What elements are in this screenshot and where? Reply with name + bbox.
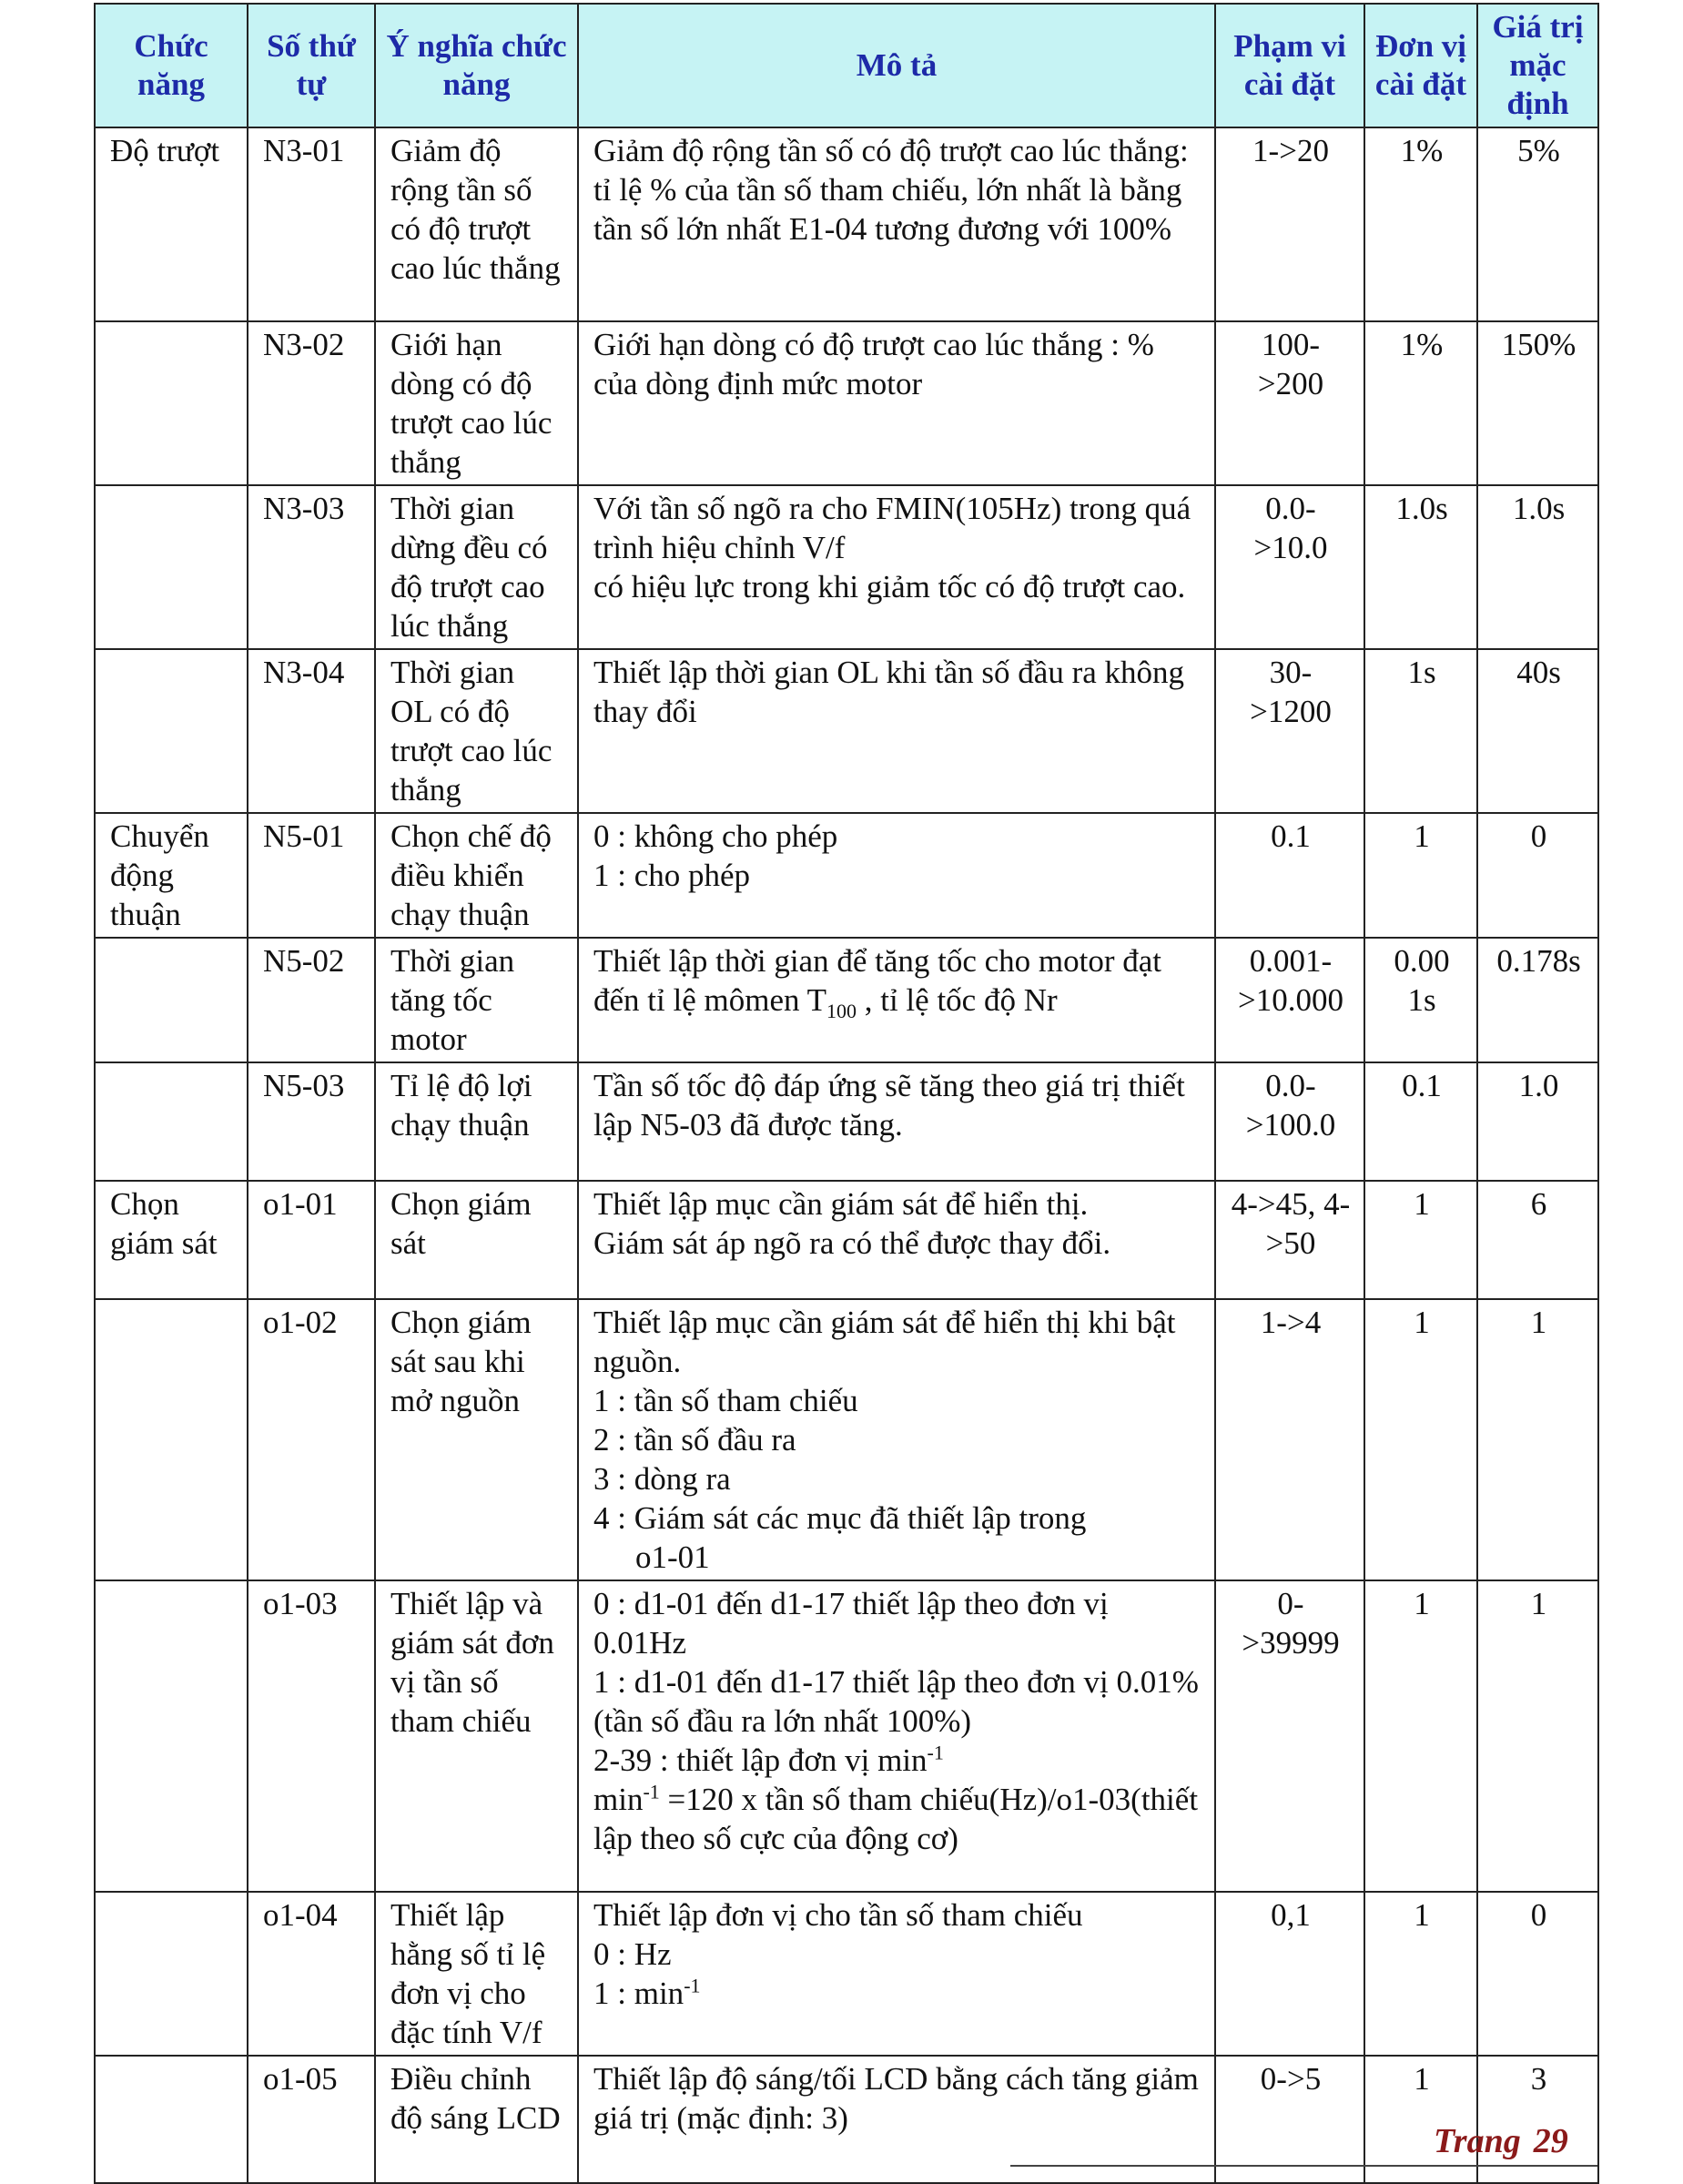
header-number: Số thứ tự (248, 4, 375, 127)
desc-line: o1-01 (635, 1539, 710, 1575)
param-range: 0,1 (1215, 1892, 1364, 2056)
desc-line: có hiệu lực trong khi giảm tốc có độ trượt cao. (593, 569, 1186, 604)
param-number: o1-01 (248, 1181, 375, 1299)
param-default: 0 (1477, 1892, 1598, 2056)
param-description (578, 813, 1215, 938)
table-row (95, 813, 1598, 938)
param-default: 150% (1477, 321, 1598, 485)
table-row (95, 1299, 1598, 1580)
group-spacer (95, 1299, 248, 1580)
desc-text: =120 x tần số tham chiếu(Hz)/o1-03(thiết lập theo số cực của động cơ) (593, 1782, 1199, 1856)
param-number: o1-02 (248, 1299, 375, 1580)
param-meaning: Thiết lập hằng số tỉ lệ đơn vị cho đặc tính V/f (375, 1892, 578, 2056)
desc-line (593, 1741, 1201, 1780)
desc-line: Giới hạn dòng có độ trượt cao lúc thắng : % của dòng định mức motor (593, 327, 1154, 401)
param-meaning: Chọn giám sát sau khi mở nguồn (375, 1299, 578, 1580)
param-description (578, 1299, 1215, 1580)
param-meaning: Chọn giám sát (375, 1181, 578, 1299)
param-description (578, 485, 1215, 649)
desc-text: 2-39 : thiết lập đơn vị min (593, 1742, 928, 1778)
param-description (578, 321, 1215, 485)
footer-divider (1010, 2165, 1597, 2167)
param-default: 1 (1477, 1580, 1598, 1892)
param-number: N3-03 (248, 485, 375, 649)
param-description (578, 649, 1215, 813)
group-spacer (95, 2056, 248, 2183)
param-unit: 1s (1364, 649, 1477, 813)
group-spacer (95, 938, 248, 1062)
desc-line: Với tần số ngõ ra cho FMIN(105Hz) trong quá trình hiệu chỉnh V/f (593, 491, 1191, 565)
table-row (95, 1580, 1598, 1892)
param-unit: 1 (1364, 1299, 1477, 1580)
param-unit: 0.00 1s (1364, 938, 1477, 1062)
param-meaning: Giới hạn dòng có độ trượt cao lúc thắng (375, 321, 578, 485)
desc-line: Thiết lập độ sáng/tối LCD bằng cách tăng giảm giá trị (mặc định: 3) (593, 2061, 1199, 2136)
param-meaning: Chọn chế độ điều khiển chạy thuận (375, 813, 578, 938)
param-description (578, 1892, 1215, 2056)
table-row (95, 127, 1598, 321)
param-range: 0->39999 (1215, 1580, 1364, 1892)
param-default: 6 (1477, 1181, 1598, 1299)
desc-line: 3 : dòng ra (593, 1461, 731, 1497)
group-label-forward: Chuyển động thuận (95, 813, 248, 938)
table-row (95, 485, 1598, 649)
table-row (95, 321, 1598, 485)
param-range: 1->4 (1215, 1299, 1364, 1580)
desc-line: 0 : Hz (593, 1936, 672, 1972)
page-footer (1434, 2121, 1568, 2161)
param-unit: 1 (1364, 2056, 1477, 2183)
header-row (95, 4, 1598, 127)
param-range: 0.0->10.0 (1215, 485, 1364, 649)
desc-line: 0 : d1-01 đến d1-17 thiết lập theo đơn vị 0.01Hz (593, 1586, 1109, 1661)
param-range: 4->45, 4->50 (1215, 1181, 1364, 1299)
desc-line: Tần số tốc độ đáp ứng sẽ tăng theo giá trị thiết lập N5-03 đã được tăng. (593, 1068, 1185, 1143)
param-number: o1-05 (248, 2056, 375, 2183)
param-meaning: Thời gian OL có độ trượt cao lúc thắng (375, 649, 578, 813)
group-spacer (95, 649, 248, 813)
desc-line: 2 : tần số đầu ra (593, 1422, 796, 1458)
table-row (95, 1892, 1598, 2056)
param-unit: 0.1 (1364, 1062, 1477, 1181)
superscript: -1 (643, 1780, 660, 1803)
param-default: 1.0s (1477, 485, 1598, 649)
header-description: Mô tả (578, 4, 1215, 127)
desc-text: min (593, 1782, 644, 1817)
desc-line: 1 : d1-01 đến d1-17 thiết lập theo đơn vị 0.01% (tần số đầu ra lớn nhất 100%) (593, 1664, 1199, 1739)
param-number: N3-04 (248, 649, 375, 813)
param-meaning: Điều chỉnh độ sáng LCD (375, 2056, 578, 2183)
param-description (578, 1181, 1215, 1299)
header-meaning: Ý nghĩa chức năng (375, 4, 578, 127)
desc-line: 4 : Giám sát các mục đã thiết lập trong (593, 1500, 1087, 1536)
param-number: N5-01 (248, 813, 375, 938)
param-range: 100->200 (1215, 321, 1364, 485)
group-spacer (95, 1062, 248, 1181)
header-unit: Đơn vị cài đặt (1364, 4, 1477, 127)
param-default: 40s (1477, 649, 1598, 813)
desc-line: Thiết lập đơn vị cho tần số tham chiếu (593, 1897, 1083, 1933)
table-row (95, 938, 1598, 1062)
param-meaning: Thiết lập và giám sát đơn vị tần số tham chiếu (375, 1580, 578, 1892)
param-default: 1 (1477, 1299, 1598, 1580)
param-unit: 1 (1364, 813, 1477, 938)
param-meaning: Thời gian tăng tốc motor (375, 938, 578, 1062)
param-meaning: Thời gian dừng đều có độ trượt cao lúc thắng (375, 485, 578, 649)
desc-text: Thiết lập thời gian để tăng tốc cho motor đạt đến tỉ lệ mômen T (593, 943, 1162, 1018)
param-number: N5-02 (248, 938, 375, 1062)
desc-line (593, 1780, 1201, 1858)
param-description (578, 127, 1215, 321)
param-description (578, 1062, 1215, 1181)
param-default: 0.178s (1477, 938, 1598, 1062)
table-row (95, 649, 1598, 813)
param-description (578, 938, 1215, 1062)
parameter-table (94, 3, 1599, 2184)
param-range: 0.0->100.0 (1215, 1062, 1364, 1181)
header-default: Giá trị mặc định (1477, 4, 1598, 127)
desc-line (593, 1974, 1201, 2013)
header-range: Phạm vi cài đặt (1215, 4, 1364, 127)
param-number: o1-04 (248, 1892, 375, 2056)
param-range: 1->20 (1215, 127, 1364, 321)
param-meaning: Giảm độ rộng tần số có độ trượt cao lúc thắng (375, 127, 578, 321)
page-number: 29 (1533, 2122, 1568, 2160)
param-unit: 1 (1364, 1892, 1477, 2056)
desc-text: , tỉ lệ tốc độ Nr (856, 982, 1058, 1018)
superscript: -1 (684, 1974, 701, 1997)
desc-line: Thiết lập thời gian OL khi tần số đầu ra không thay đổi (593, 655, 1185, 729)
desc-line: 1 : cho phép (593, 858, 751, 893)
param-unit: 1 (1364, 1181, 1477, 1299)
table-row (95, 2056, 1598, 2183)
desc-text: 1 : min (593, 1976, 684, 2011)
group-spacer (95, 485, 248, 649)
desc-line: Giảm độ rộng tần số có độ trượt cao lúc thắng: tỉ lệ % của tần số tham chiếu, lớn nhất là bằng tần số lớn nhất E1-04 tương đương với 100% (593, 133, 1189, 247)
group-spacer (95, 1580, 248, 1892)
page-word: Trang (1434, 2122, 1521, 2160)
desc-line: Thiết lập mục cần giám sát để hiển thị. (593, 1186, 1089, 1222)
param-unit: 1 (1364, 1580, 1477, 1892)
param-unit: 1.0s (1364, 485, 1477, 649)
param-range: 0.1 (1215, 813, 1364, 938)
param-default: 0 (1477, 813, 1598, 938)
subscript: 100 (826, 1000, 857, 1022)
desc-line: 0 : không cho phép (593, 818, 838, 854)
param-number: o1-03 (248, 1580, 375, 1892)
desc-line: Thiết lập mục cần giám sát để hiển thị khi bật nguồn. (593, 1305, 1176, 1379)
table-row (95, 1062, 1598, 1181)
param-default: 1.0 (1477, 1062, 1598, 1181)
header-function: Chức năng (95, 4, 248, 127)
param-unit: 1% (1364, 127, 1477, 321)
group-label-slip: Độ trượt (95, 127, 248, 321)
param-number: N3-01 (248, 127, 375, 321)
param-number: N5-03 (248, 1062, 375, 1181)
param-description (578, 2056, 1215, 2183)
group-spacer (95, 1892, 248, 2056)
param-range: 30->1200 (1215, 649, 1364, 813)
param-range: 0.001->10.000 (1215, 938, 1364, 1062)
param-description (578, 1580, 1215, 1892)
desc-line: 1 : tần số tham chiếu (593, 1383, 858, 1418)
param-meaning: Tỉ lệ độ lợi chạy thuận (375, 1062, 578, 1181)
param-default: 5% (1477, 127, 1598, 321)
param-unit: 1% (1364, 321, 1477, 485)
group-label-monitor: Chọn giám sát (95, 1181, 248, 1299)
group-spacer (95, 321, 248, 485)
param-number: N3-02 (248, 321, 375, 485)
superscript: -1 (927, 1741, 944, 1764)
desc-line: Giám sát áp ngõ ra có thể được thay đổi. (593, 1225, 1111, 1261)
table-row (95, 1181, 1598, 1299)
param-default: 3 (1477, 2056, 1598, 2183)
param-range: 0->5 (1215, 2056, 1364, 2183)
